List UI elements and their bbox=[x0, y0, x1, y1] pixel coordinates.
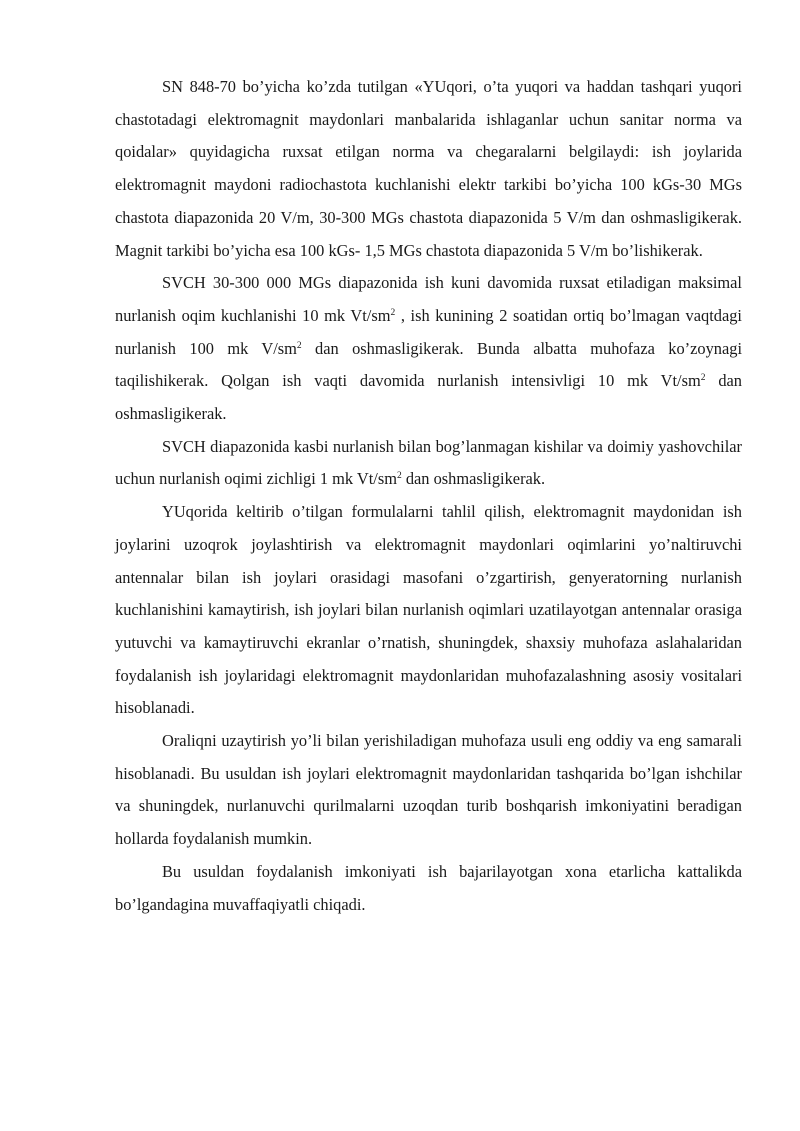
paragraph-text: YUqorida keltirib o’tilgan formulalarni tahlil qilish, elektromagnit maydonidan ish joylarini uzoqrok joylashtirish va elektromagnit maydonlari oqimlarini yo’naltiruvchi antennalar bilan ish joylari orasidagi masofani o’zgartirish, genyeratorning nurlanish kuchlanishini kamaytirish, ish joylari bilan nurlanish oqimlari uzatilayotgan antennalar orasiga yutuvchi va kamaytiruvchi ekranlar o’rnatish, shuningdek, shaxsiy muhofaza aslahalaridan foydalanish ish joylaridagi elektromagnit maydonlaridan muhofazalashning asosiy vositalari hisoblanadi. bbox=[115, 502, 742, 718]
paragraph-text: SVCH diapazonida kasbi nurlanish bilan bog’lanmagan kishilar va doimiy yashovchilar uchun nurlanish oqimi zichligi 1 mk Vt/sm bbox=[115, 436, 742, 489]
paragraph-sanitary-norms bbox=[115, 71, 742, 267]
paragraph-text: dan oshmasligikerak. bbox=[401, 469, 546, 489]
document-body bbox=[115, 71, 742, 921]
superscript-exponent: 2 bbox=[296, 340, 302, 351]
paragraph-svch-limits bbox=[115, 267, 742, 431]
paragraph-text: Oraliqni uzaytirish yo’li bilan yerishiladigan muhofaza usuli eng oddiy va eng samarali hisoblanadi. Bu usuldan ish joylari elektromagnit maydonlaridan tashqarida bo’lgan ishchilar va shuningdek, nurlanuvchi qurilmalarni uzoqdan turib boshqarish imkoniyatini beradigan hollarda foydalanish mumkin. bbox=[115, 731, 742, 849]
paragraph-distance-protection bbox=[115, 725, 742, 856]
paragraph-text: SN 848-70 bo’yicha ko’zda tutilgan «YUqori, o’ta yuqori va haddan tashqari yuqori chastotadagi elektromagnit maydonlari manbalarida ishlaganlar uchun sanitar norma va qoidalar» quyidagicha ruxsat etilgan norma va chegaralarni belgilaydi: ish joylarida elektromagnit maydoni radiochastota kuchlanishi elektr tarkibi bo’yicha 100 kGs-30 MGs chastota diapazonida 20 V/m, 30-300 MGs chastota diapazonida 5 V/m dan oshmasligikerak. Magnit tarkibi bo’yicha esa 100 kGs- 1,5 MGs chastota diapazonida 5 V/m bo’lishikerak. bbox=[115, 77, 742, 260]
paragraph-text: , ish kunining 2 soatidan ortiq bo’lmagan vaqtdagi nurlanish 100 mk V/sm bbox=[115, 305, 742, 358]
paragraph-text: dan oshmasligikerak. bbox=[115, 371, 742, 424]
paragraph-public-exposure bbox=[115, 431, 742, 496]
paragraph-text: dan oshmasligikerak. Bunda albatta muhofaza ko’zoynagi taqilishikerak. Qolgan ish vaqti davomida nurlanish intensivligi 10 mk Vt/sm bbox=[115, 338, 743, 391]
paragraph-text: Bu usuldan foydalanish imkoniyati ish bajarilayotgan xona etarlicha kattalikda bo’lgandagina muvaffaqiyatli chiqadi. bbox=[115, 861, 742, 914]
paragraph-text: SVCH 30-300 000 MGs diapazonida ish kuni davomida ruxsat etiladigan maksimal nurlanish oqim kuchlanishi 10 mk Vt/sm bbox=[115, 273, 742, 325]
superscript-exponent: 2 bbox=[700, 373, 706, 384]
paragraph-protection-methods bbox=[115, 496, 742, 725]
superscript-exponent: 2 bbox=[396, 471, 402, 482]
superscript-exponent: 2 bbox=[390, 307, 396, 318]
paragraph-room-size bbox=[115, 856, 742, 921]
